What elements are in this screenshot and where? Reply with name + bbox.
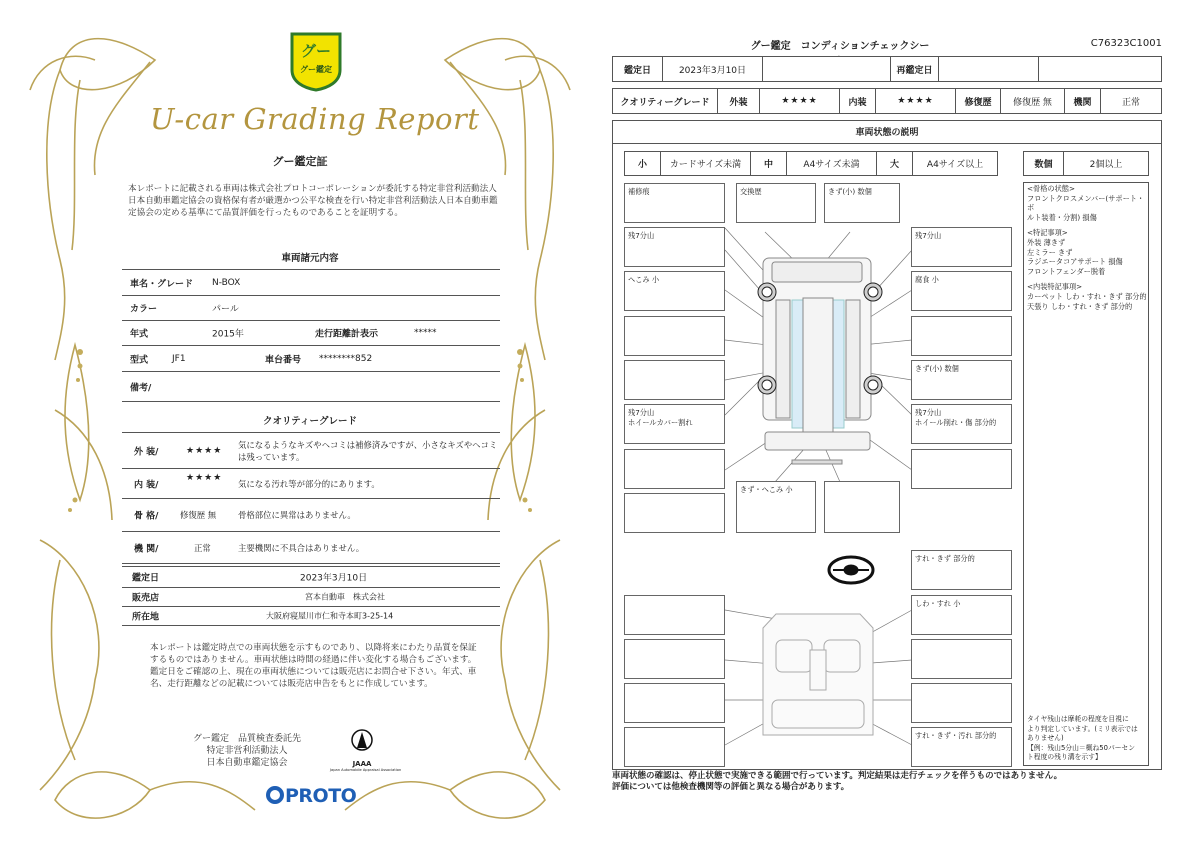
jaaa-text: JAAA (352, 760, 372, 768)
size-medium-desc: A4サイズ未満 (787, 152, 877, 175)
report-title: U-car Grading Report (150, 102, 480, 136)
date-value: 2023年3月10日 (663, 57, 763, 81)
exterior-stars: ★★★★ (186, 446, 223, 456)
box-left-6 (624, 404, 725, 444)
color-value: パール (212, 304, 239, 315)
info-row-dealer (122, 588, 500, 607)
quality-row-frame (122, 499, 500, 532)
box-right-4 (911, 316, 1012, 356)
proto-text: PROTO (285, 785, 357, 807)
remarks-label: 備考/ (130, 383, 152, 393)
frame-text: 骨格部位に異常はありません。 (238, 510, 356, 520)
spec-row-year (122, 321, 500, 346)
interior-stars: ★★★★ (186, 472, 223, 483)
dealer-value: 宮本自動車 株式会社 (305, 592, 385, 602)
jaaa-subtext: Japan Automobile Appraisal Association (330, 768, 402, 772)
spec-row-name (122, 271, 500, 296)
info-row-date (122, 566, 500, 588)
color-label: カラー (130, 304, 158, 315)
jaaa-emblem-icon (351, 728, 373, 754)
odometer-label: 走行距離計表示 (315, 329, 379, 340)
divider (122, 269, 500, 270)
odometer-value: ***** (414, 328, 437, 338)
engine-label: 機 関/ (134, 544, 159, 554)
note-line: ト程度の残り溝を示す】 (1027, 753, 1102, 762)
condition-check-sheet (600, 0, 1200, 848)
spec-row-remarks (122, 372, 500, 402)
note-line: カーペット しわ・すれ・きず 部分的 (1027, 291, 1147, 301)
engine-label: 機関 (1065, 89, 1101, 113)
size-small-desc: カードサイズ未満 (661, 152, 751, 175)
quality-row-engine (122, 532, 500, 564)
size-medium-label: 中 (751, 152, 787, 175)
frame-label: 骨 格/ (134, 511, 159, 522)
exterior-text: 気になるようなキズやヘコミは補修済みですが、小さなキズやヘコミは残っています。 (238, 440, 498, 462)
divider (122, 432, 500, 433)
box-left-4 (624, 316, 725, 356)
box-rear-center: きず・へこみ 小 (736, 481, 816, 533)
exterior-label: 外装 (718, 89, 760, 113)
note-line: タイヤ残山は摩耗の程度を目視に (1027, 715, 1129, 723)
box-left-5 (624, 360, 725, 400)
note-line: フロントクロスメンバー(サポート・ボ (1027, 193, 1145, 213)
repair-label: 修復歴 (956, 89, 1001, 113)
date-label: 鑑定日 (132, 573, 160, 584)
note-line: 【例：残山5分山＝概ね50パーセン (1027, 743, 1135, 752)
interior-stars: ★★★★ (876, 89, 956, 113)
size-large-label: 大 (877, 152, 913, 175)
condition-heading: 車両状態の説明 (612, 120, 1162, 144)
address-label: 所在地 (132, 612, 160, 623)
model-label: 型式 (130, 355, 149, 365)
org-line-3: 日本自動車鑑定協会 (206, 758, 288, 768)
name-label: 車名・グレード (130, 279, 194, 290)
model-value: JF1 (172, 353, 186, 364)
info-row-address (122, 607, 500, 626)
engine-value: 正常 (194, 542, 211, 553)
box-front-right: きず(小) 数個 (824, 183, 900, 223)
box-left-6-line2: ホイールカバー割れ (628, 417, 693, 427)
car-top-view-icon (763, 258, 871, 464)
box-right-3: 腐食 小 (911, 271, 1012, 311)
note-line: フロントフェンダー脱着 (1027, 266, 1106, 276)
frame-value: 修復歴 無 (180, 510, 217, 520)
box-right-5: きず(小) 数個 (911, 360, 1012, 400)
box-interior-right-1: しわ・すれ 小 (911, 595, 1012, 635)
name-value: N-BOX (212, 278, 241, 288)
box-rear-right (824, 481, 900, 533)
interior-label: 内装 (840, 89, 876, 113)
note-interior-heading: <内装特記事項> (1027, 282, 1083, 292)
count-label: 数個 (1024, 152, 1064, 175)
engine-text: 主要機関に不具合はありません。 (238, 542, 365, 553)
spec-heading: 車両諸元内容 (281, 253, 339, 264)
org-line-2: 特定非営利活動法人 (206, 746, 288, 756)
note-line: ルト装着・分割) 損傷 (1027, 212, 1097, 222)
note-line: 天張り しわ・すれ・きず 部分的 (1027, 301, 1133, 311)
box-right-6-line2: ホイール削れ・傷 部分的 (915, 417, 997, 427)
date-label: 鑑定日 (613, 57, 663, 81)
box-right-6-line1: 残7分山 (915, 408, 942, 417)
year-label: 年式 (130, 329, 149, 340)
box-interior-left-1 (624, 595, 725, 635)
steering-wheel-icon (829, 557, 873, 583)
certificate-title: グー鑑定証 (272, 155, 328, 168)
count-value: 2個以上 (1089, 160, 1123, 170)
box-interior-right-4: すれ・きず・汚れ 部分的 (911, 727, 1012, 767)
address-value: 大阪府寝屋川市仁和寺本町3-25-14 (266, 611, 394, 621)
note-line: 左ミラー きず (1027, 247, 1073, 257)
proto-mark-icon (266, 786, 284, 804)
note-line: ありません) (1027, 734, 1064, 743)
box-left-7 (624, 449, 725, 489)
note-special-heading: <特記事項> (1027, 228, 1068, 238)
box-front-center: 交換歴 (736, 183, 816, 223)
box-left-6-line1: 残7分山 (628, 408, 655, 417)
box-interior-right-2 (911, 639, 1012, 679)
quality-heading: クオリティーグレード (262, 416, 358, 427)
size-small-label: 小 (625, 152, 661, 175)
box-right-6 (911, 404, 1012, 444)
reappraisal-label: 再鑑定日 (891, 57, 939, 81)
note-frame-heading: <骨格の状態> (1027, 184, 1075, 193)
jaaa-logo (330, 728, 402, 784)
car-interior-icon (763, 614, 873, 735)
box-right-2: 残7分山 (911, 227, 1012, 267)
svg-text:グー: グー (300, 42, 332, 60)
footer-note (612, 771, 1172, 793)
certificate-statement: 本レポートに記載される車両は株式会社プロトコーポレーションが委託する特定非営利活動法人日本自動車鑑定協会の資格保有者が厳選かつ公平な検査を行い特定非営利活動法人日本自動車鑑定協会の定める基準にて品質評価を行ったものであることを証明する。 (128, 184, 498, 218)
box-front-left: 補修痕 (624, 183, 725, 223)
size-large-desc: A4サイズ以上 (926, 160, 984, 170)
engine-value: 正常 (1121, 97, 1140, 108)
box-left-3: へこみ 小 (624, 271, 725, 311)
footer-line-1: 車両状態の確認は、停止状態で実施できる範囲で行っています。判定結果は走行チェックを伴うものではありません。 (612, 771, 1063, 781)
spec-row-model (122, 346, 500, 372)
box-interior-left-4 (624, 727, 725, 767)
box-interior-right-3 (911, 683, 1012, 723)
box-right-7 (911, 449, 1012, 489)
exterior-stars: ★★★★ (760, 89, 840, 113)
disclaimer-text: 本レポートは鑑定時点での車両状態を示すものであり、以降将来にわたり品質を保証するものではありません。車両状態は時間の経過に伴い変化する場合もございます。鑑定日をご確認の上、現在の車両状態については販売店にお問合せ下さい。年式、車名、走行距離などの記載については販売店申告をもとに作成しています。 (150, 643, 477, 689)
sheet-id: C76323C1001 (1090, 38, 1162, 49)
quality-row-interior (122, 469, 500, 499)
note-line: 外装 薄きず (1027, 237, 1066, 247)
box-left-8 (624, 493, 725, 533)
interior-text: 気になる汚れ等が部分的にあります。 (238, 478, 380, 489)
quality-label: クオリティーグレード (613, 89, 718, 113)
goo-appraisal-badge (288, 30, 344, 92)
note-line: より判定しています。(ミリ表示では (1027, 724, 1138, 733)
spec-row-color (122, 296, 500, 321)
interior-label: 内 装/ (134, 480, 159, 490)
exterior-label: 外 装/ (134, 447, 159, 458)
box-steering: すれ・きず 部分的 (911, 550, 1012, 590)
footer-line-2: 評価については他検査機関等の評価と異なる場合があります。 (612, 782, 850, 792)
inspection-org (182, 733, 312, 769)
repair-value: 修復歴 無 (1001, 89, 1065, 113)
box-interior-left-3 (624, 683, 725, 723)
proto-logo (266, 785, 376, 809)
dealer-label: 販売店 (132, 593, 160, 604)
sheet-title: グー鑑定 コンディションチェックシー (750, 41, 930, 52)
note-line: ラジエータコアサポート 損傷 (1027, 257, 1123, 267)
quality-row-exterior (122, 434, 500, 469)
org-line-1: グー鑑定 品質検査委託先 (192, 734, 301, 744)
chassis-label: 車台番号 (265, 355, 302, 365)
box-interior-left-2 (624, 639, 725, 679)
date-value: 2023年3月10日 (300, 573, 368, 584)
badge-text: グー鑑定 (300, 65, 332, 74)
box-left-2: 残7分山 (624, 227, 725, 267)
year-value: 2015年 (212, 329, 244, 340)
chassis-value: ********852 (319, 353, 373, 364)
